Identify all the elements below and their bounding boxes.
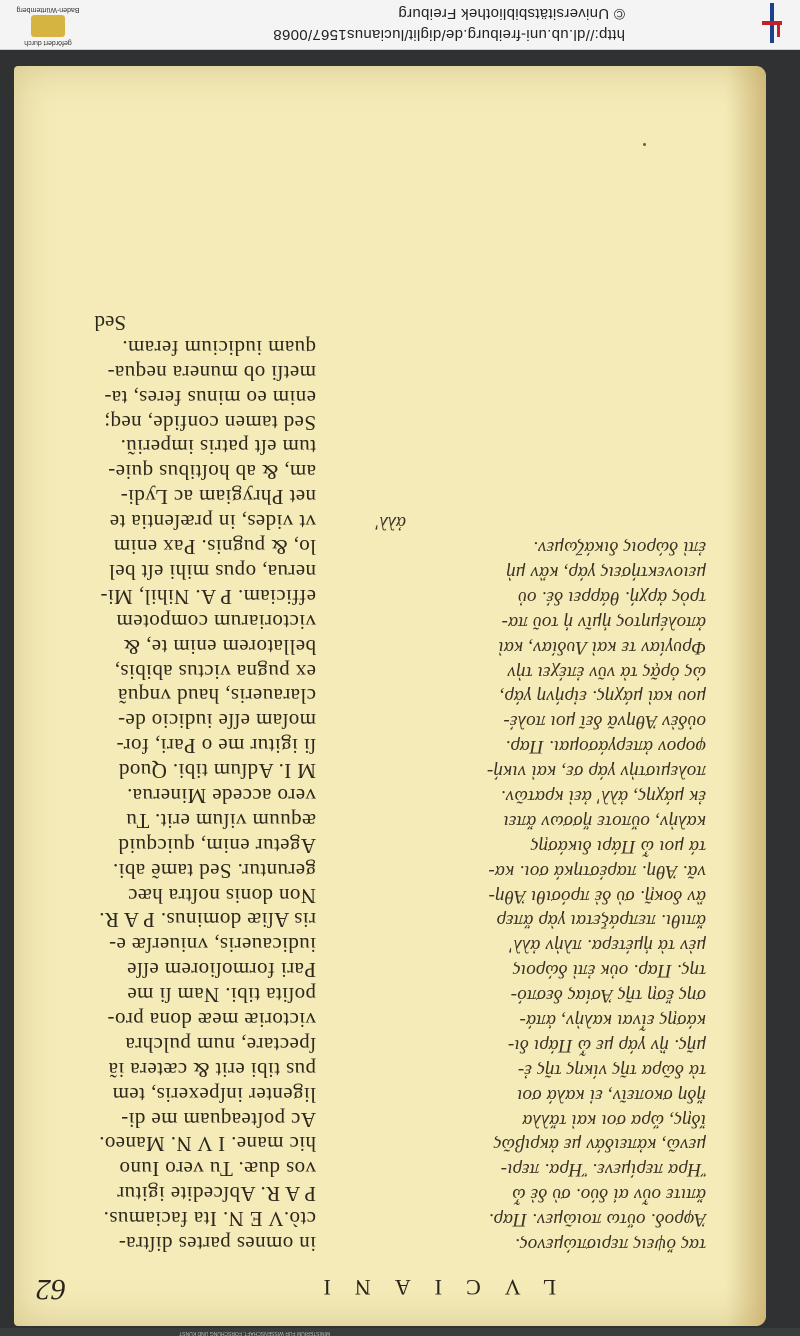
text-line: Ἀφροδ. οὕτω ποιῶμεν. Παρ.: [488, 1209, 706, 1231]
footer-strip: [0, 1328, 800, 1336]
text-line: ctò.V E N. Ita faciamus.: [103, 1207, 316, 1232]
page-gutter-shading: [726, 66, 766, 1326]
text-line: pus tibi erit & cætera iã: [108, 1057, 316, 1082]
text-line: victoriæ meæ dona pro-: [107, 1007, 316, 1032]
partner-caption: Baden-Württemberg: [16, 6, 80, 13]
text-line: ex pugna victus abibis,: [114, 659, 316, 684]
text-line: enim eo minus feres, ta-: [104, 385, 316, 410]
partner-logo: [8, 6, 88, 46]
text-line: καλὴν, οὔποτε ἥσσων ἄπει: [503, 810, 706, 832]
running-header: [36, 1268, 556, 1308]
text-line: vt vides, in præſentia te: [109, 510, 316, 535]
document-url[interactable]: http://dl.ub.uni-freiburg.de/diglit/lucianus1567/0068: [273, 26, 625, 43]
text-line: ἐκ μάχης, ἀλλ' ἀεὶ κρατῶν.: [500, 785, 706, 807]
text-line: ſi igitur me o Pari, for-: [116, 734, 316, 759]
page-number: 62: [36, 1273, 66, 1306]
text-line: κάσῃς εἶναι καλὴν, ἁπά-: [519, 1009, 706, 1031]
catchword: Sed: [94, 311, 126, 336]
page-blemish: [643, 143, 646, 146]
text-line: poſita tibi. Nam ſi me: [126, 983, 316, 1008]
text-line: claraueris, haud vnquã: [117, 684, 316, 709]
university-logo-icon: [752, 3, 792, 43]
text-line: victoriarum compotem: [116, 609, 316, 634]
text-line: τὰ δῶρα τῆς νίκης τῆς ἐ-: [517, 1059, 706, 1081]
text-line: Sed tamen confide, neq;: [103, 410, 316, 435]
text-line: in omnes partes diſtra-: [118, 1232, 316, 1256]
text-line: bellatorem enim te, &: [123, 634, 316, 659]
copyright-credit: © Universitätsbibliothek Freiburg: [398, 5, 625, 22]
text-line: πολεμιστὴν γάρ σε, καὶ νική-: [486, 761, 706, 783]
text-line: ἂν δοκῇ. σὺ δὲ πρόσιθι Ἀθη-: [488, 885, 706, 907]
text-line: Ἥρα περίμενε. Ἥρα. περι-: [500, 1159, 706, 1181]
text-line: τας ὄψεις περισπώμενος.: [514, 1234, 706, 1255]
text-line: της. Παρ. οὐκ ἐπὶ δώροις: [512, 960, 706, 982]
text-line: τά μοι ὦ Πάρι δικάσῃς: [530, 835, 706, 857]
text-line: ſpectare, num pulchra: [125, 1032, 316, 1057]
text-line: νᾶ. Ἀθη. παρέστηκά σοι. κα-: [488, 860, 706, 882]
text-line: Non donis noſtra hæc: [127, 883, 316, 908]
text-line: Φρυγίαν τε καὶ Λυδίαν, καὶ: [498, 636, 706, 658]
text-line: hic mane. I V N. Maneo.: [98, 1132, 316, 1157]
text-line: Ac poſteaquam me di-: [120, 1107, 316, 1132]
text-line: ἄπιτε οὖν αἱ δύο. σὺ δὲ ὦ: [511, 1184, 706, 1206]
text-line: moſam eſſe iudicio de-: [117, 709, 316, 734]
text-line: vero accede Minerua.: [126, 783, 316, 808]
text-line: φορον ἀπεργάσομαι. Παρ.: [505, 736, 706, 758]
text-line: Pari formoſiorem eſſe: [126, 958, 316, 983]
text-line: οὐδὲν Ἀθηνᾶ δεῖ μοι πολέ-: [503, 711, 706, 733]
text-line: efficiam. P A. Nihil, Mi-: [100, 584, 316, 609]
text-line: tum eſt patris imperiũ.: [120, 435, 316, 460]
text-line: P A R. Abſcedite igitur: [116, 1182, 316, 1207]
header-title: LVCIANI: [299, 1275, 556, 1300]
text-line: iudicaueris, vniuerſæ e-: [108, 933, 316, 958]
book-page: [14, 66, 766, 1326]
latin-column: [46, 311, 316, 1256]
text-line: τρὸς ἀρχή. θάρρει δέ. οὐ: [517, 586, 706, 608]
coat-of-arms-icon: [31, 15, 65, 37]
text-line: μενῶ, κἀπειδάν με ἀκριβῶς: [493, 1134, 706, 1156]
library-banner: [0, 0, 800, 50]
text-line: M I. Adſum tibi. Quod: [118, 759, 316, 784]
text-line: ὡς ὁρᾷς τὰ νῦν ἐπέχει τὴν: [507, 661, 706, 683]
text-line: μῆς. ἢν γάρ με ὦ Πάρι δι-: [507, 1034, 706, 1056]
partner-sub-caption: gefördert durch: [24, 39, 72, 46]
greek-column: [326, 510, 706, 1256]
text-line: ἤδη σκοπεῖν, εἰ καλά σοι: [516, 1084, 706, 1106]
text-line: am, & ab hoſtibus quie-: [107, 460, 316, 485]
text-line: ἐπὶ δώροις δικάζωμεν.: [532, 537, 706, 559]
text-line: ἀπολέμητος ἡμῖν ἡ τοῦ πα-: [501, 611, 706, 633]
text-line: ἴδῃς, ὥρα σοι καὶ τἄλλα: [522, 1109, 706, 1131]
text-line: quam iudicium feram.: [121, 335, 316, 360]
footer-strip-text: MINISTERIUM FÜR WISSENSCHAFT, FORSCHUNG UND KUNST: [179, 1330, 330, 1336]
catchword: ἀλλ': [375, 512, 406, 534]
text-line: nerua, opus mihi eſt bel: [108, 559, 316, 584]
text-line: geruntur. Sed tamẽ abi.: [112, 858, 316, 883]
text-line: metſi ob munera nequa-: [107, 360, 316, 385]
text-line: net Phrygiam ac Lydi-: [120, 485, 316, 510]
text-line: Agetur enim, quicquid: [118, 833, 316, 858]
text-line: σης ἔσῃ τῆς Ἀσίας δεσπό-: [510, 985, 706, 1007]
text-line: æquum viſum erit. Tu: [125, 808, 316, 833]
text-line: μειονεκτήσεις γάρ, κἂν μὴ: [506, 561, 706, 583]
text-line: μὲν τὰ ἡμέτερα. πλὴν ἀλλ': [509, 935, 706, 957]
text-line: ἄπιθι. πεπράξεται γὰρ ἅπερ: [496, 910, 706, 932]
text-line: lo, & pugnis. Pax enim: [113, 535, 316, 560]
text-line: ris Aſiæ dominus. P A R.: [98, 908, 316, 933]
text-line: ligenter inſpexeris, tem: [112, 1082, 316, 1107]
text-line: vos duæ. Tu vero Iuno: [119, 1157, 316, 1182]
text-line: μου καὶ μάχης. εἰρήνη γάρ,: [499, 686, 706, 708]
